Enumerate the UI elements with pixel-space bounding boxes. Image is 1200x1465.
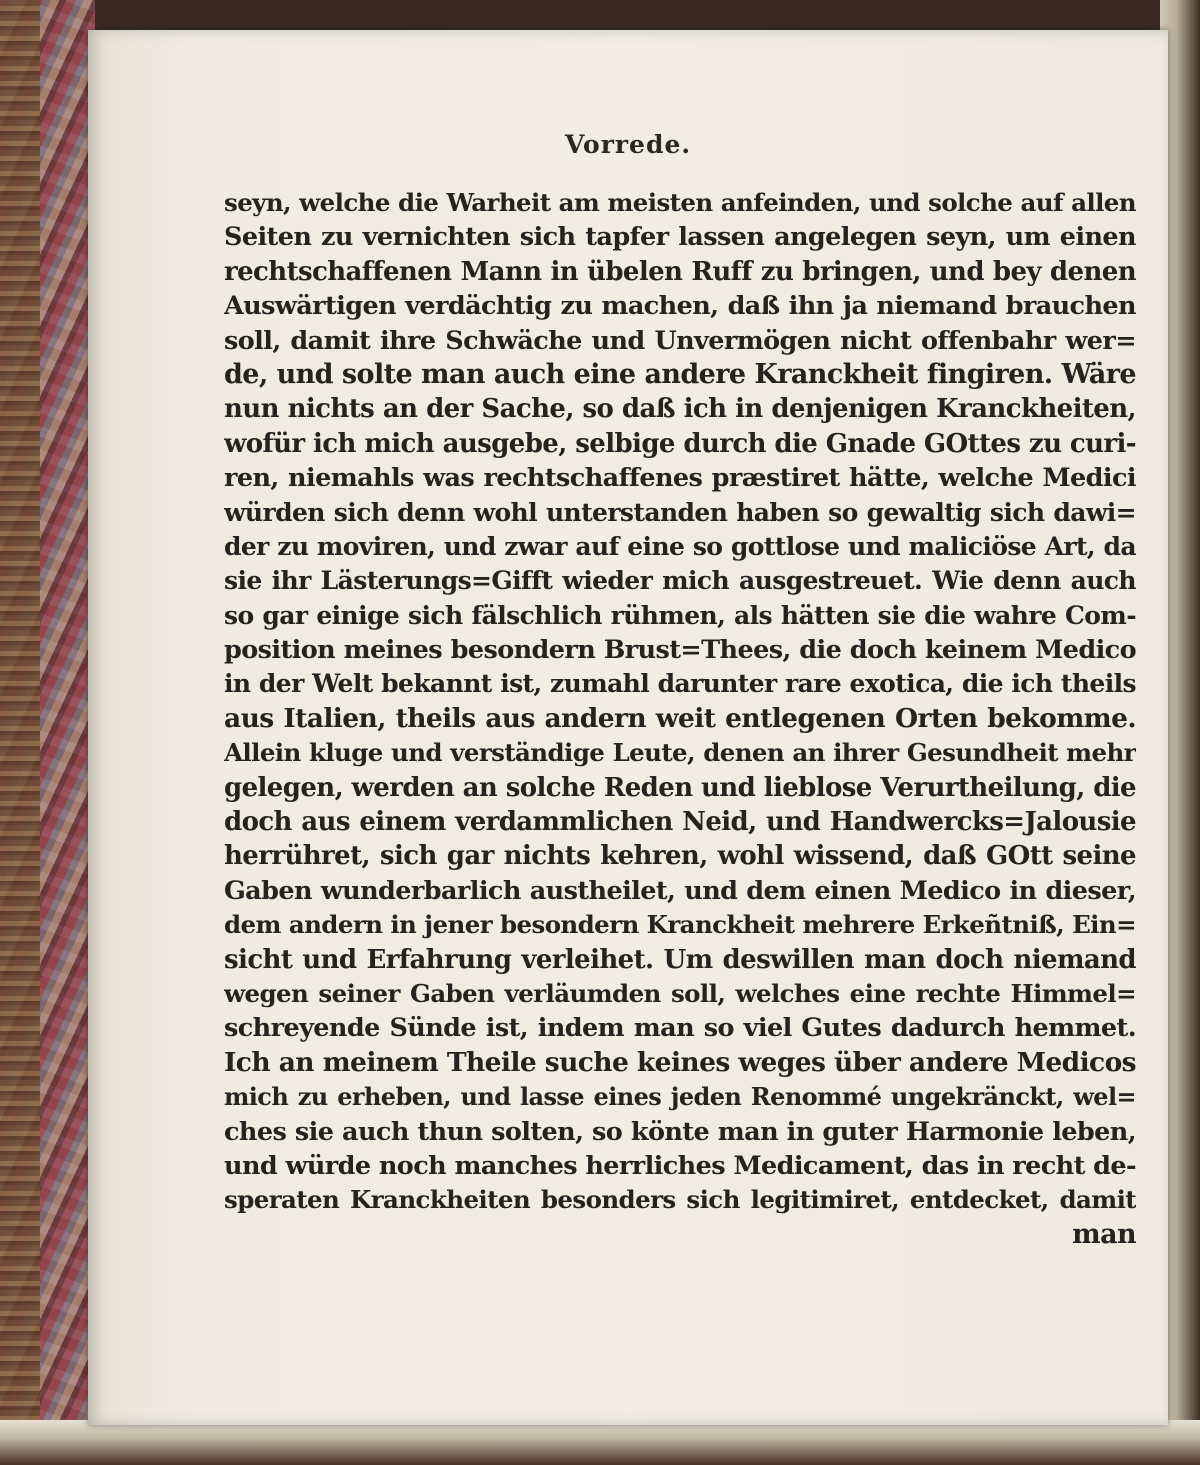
text-line: seyn, welche die Warheit am meisten anfeinden, und solche auf allen (224, 188, 1136, 217)
text-line: Auswärtigen verdächtig zu machen, daß ihn ja niemand brauchen (224, 291, 1136, 322)
text-line: Seiten zu vernichten sich tapfer lassen angelegen seyn, um einen (224, 222, 1136, 253)
text-line: doch aus einem verdammlichen Neid, und Handwercks=Jalousie (224, 807, 1136, 838)
running-header: Vorrede. (564, 130, 692, 159)
text-line: wofür ich mich ausgebe, selbige durch die Gnade GOttes zu curi- (224, 428, 1136, 459)
text-line: der zu moviren, und zwar auf eine so gottlose und maliciöse Art, da (224, 531, 1136, 561)
text-line: Allein kluge und verständige Leute, denen an ihrer Gesundheit mehr (224, 738, 1136, 768)
text-line: de, und solte man auch eine andere Kranckheit fingiren. Wäre (224, 358, 1136, 390)
text-line: in der Welt bekannt ist, zumahl darunter rare exotica, die ich theils (224, 669, 1136, 699)
text-line: und würde noch manches herrliches Medicament, das in recht de- (224, 1150, 1136, 1181)
text-line: Gaben wunderbarlich austheilet, und dem einen Medico in dieser, (224, 875, 1136, 906)
text-line: position meines besondern Brust=Thees, die doch keinem Medico (224, 635, 1136, 666)
text-line: aus Italien, theils aus andern weit entlegenen Orten bekomme. (224, 702, 1136, 734)
text-line: herrühret, sich gar nichts kehren, wohl wissend, daß GOtt seine (224, 841, 1136, 872)
text-line: nun nichts an der Sache, so daß ich in denjenigen Kranckheiten, (224, 394, 1136, 425)
text-line: Ich an meinem Theile suche keines weges über andere Medicos (224, 1046, 1136, 1078)
text-line: würden sich denn wohl unterstanden haben so gewaltig sich dawi= (224, 497, 1136, 527)
text-line: soll, damit ihre Schwäche und Unvermögen nicht offenbahr wer= (224, 325, 1136, 356)
text-line: ren, niemahls was rechtschaffenes præstiret hätte, welche Medici (224, 463, 1136, 494)
text-line: schreyende Sünde ist, indem man so viel Gutes dadurch hemmet. (224, 1013, 1136, 1044)
text-line: wegen seiner Gaben verläumden soll, welches eine rechte Himmel= (224, 978, 1136, 1008)
text-line: so gar einige sich fälschlich rühmen, als hätten sie die wahre Com- (224, 600, 1136, 630)
text-line: gelegen, werden an solche Reden und lieblose Verurtheilung, die (224, 772, 1136, 803)
text-line: sie ihr Lästerungs=Gifft wieder mich ausgestreuet. Wie denn auch (224, 566, 1136, 596)
text-line: sicht und Erfahrung verleihet. Um deswillen man doch niemand (224, 944, 1136, 975)
text-line: rechtschaffenen Mann in übelen Ruff zu bringen, und bey denen (224, 256, 1136, 287)
text-line: ches sie auch thun solten, so könte man in guter Harmonie leben, (224, 1116, 1136, 1147)
catchword: man (1072, 1218, 1136, 1250)
text-line: speraten Kranckheiten besonders sich legitimiret, entdecket, damit (224, 1185, 1136, 1215)
text-line: mich zu erheben, und lasse eines jeden Renommé ungekränckt, wel= (224, 1082, 1136, 1112)
text-line: dem andern in jener besondern Kranckheit mehrere Erkeñtniß, Ein= (224, 910, 1136, 940)
book-page (88, 30, 1168, 1425)
binding-edge (0, 0, 40, 1465)
page-edge-bottom (0, 1420, 1200, 1465)
body-text (224, 186, 1136, 1252)
